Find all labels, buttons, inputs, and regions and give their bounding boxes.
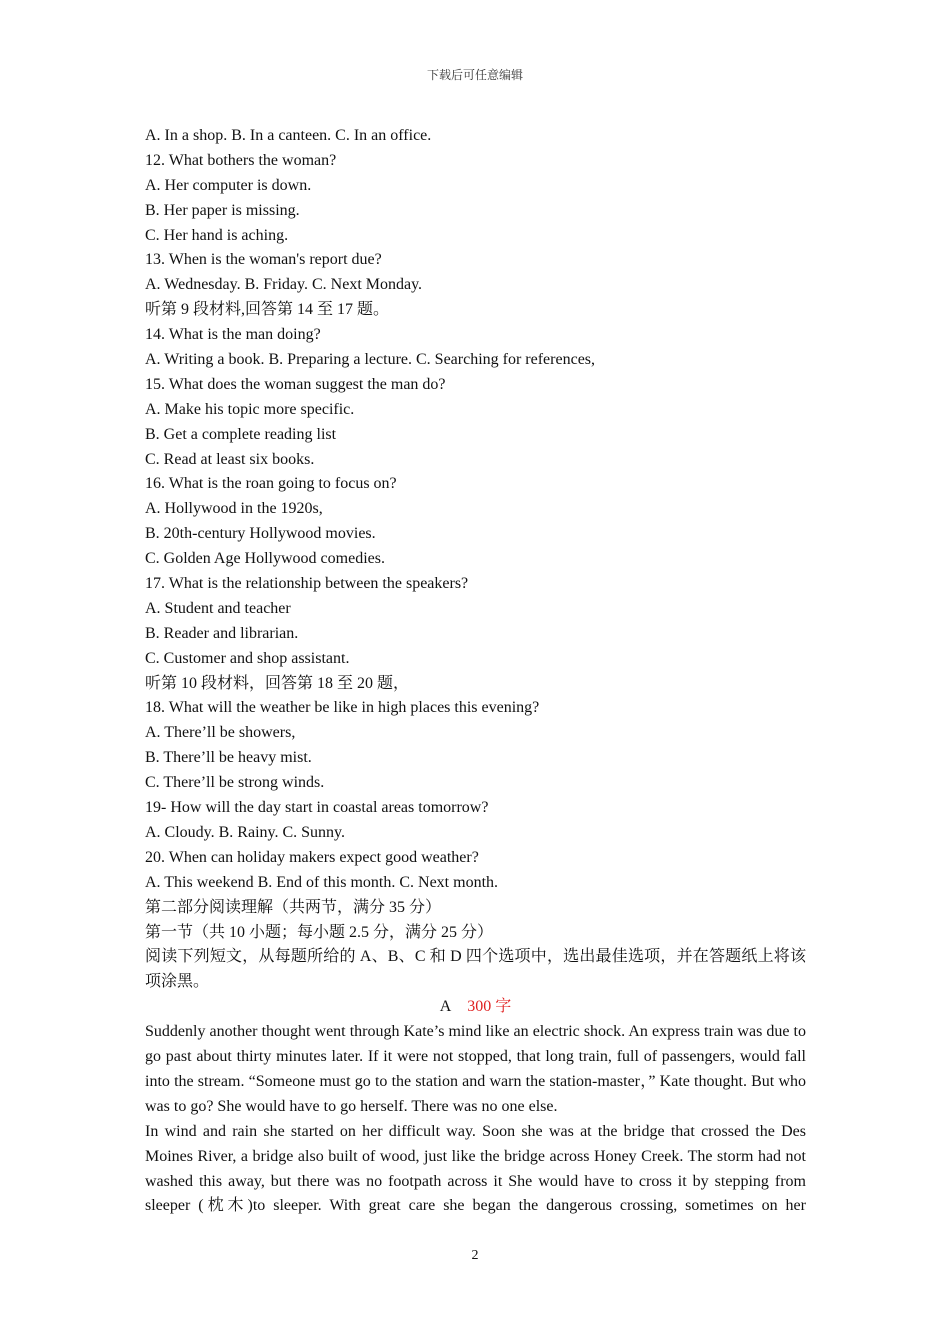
- page-number: 2: [471, 1248, 479, 1263]
- option-line: C. Golden Age Hollywood comedies.: [145, 550, 385, 568]
- word-count: 300 字: [467, 998, 512, 1016]
- option-line: C. Customer and shop assistant.: [145, 649, 350, 667]
- option-line: A. This weekend B. End of this month. C. Next month.: [145, 873, 499, 891]
- passage-paragraph-1: Suddenly another thought went through Kate’s mind like an electric shock. An express train was due to go past about thirty minutes later. If it were not stopped, that long train, full of passengers, would fall into the stream. “Someone must go to the station and warn the station-master，” Kate thought. But who was to go? She would have to go herself. There was no one else.: [145, 1023, 806, 1115]
- option-line: A. Make his topic more specific.: [145, 400, 355, 418]
- passage-label: A: [439, 998, 452, 1016]
- section-instruction: 听第 10 段材料，回答第 18 至 20 题，: [145, 674, 410, 692]
- option-line: B. Get a complete reading list: [145, 425, 337, 443]
- section-instruction: 听第 9 段材料,回答第 14 至 17 题。: [145, 301, 390, 319]
- text-line: A. In a shop. B. In a canteen. C. In an office.: [145, 127, 432, 144]
- option-line: A. Writing a book. B. Preparing a lecture. C. Searching for references,: [145, 351, 596, 369]
- question-18: 18. What will the weather be like in high places this evening?: [145, 699, 540, 717]
- option-line: A. Hollywood in the 1920s,: [145, 500, 323, 518]
- option-line: B. Reader and librarian.: [145, 624, 299, 642]
- question-16: 16. What is the roan going to focus on?: [145, 475, 397, 493]
- page-header: 下载后可任意编辑: [426, 68, 523, 82]
- option-line: B. There’ll be heavy mist.: [145, 749, 312, 767]
- option-line: A. There’ll be showers,: [145, 724, 296, 742]
- question-12: 12. What bothers the woman?: [145, 151, 337, 169]
- question-17: 17. What is the relationship between the speakers?: [145, 575, 469, 593]
- question-19: 19- How will the day start in coastal areas tomorrow?: [145, 799, 489, 817]
- option-line: A. Cloudy. B. Rainy. C. Sunny.: [145, 823, 346, 841]
- passage-paragraph-2: In wind and rain she started on her difficult way. Soon she was at the bridge that crossed the Des Moines River, a bridge also built of wood, just like the bridge across Honey Creek. The storm had not washed this away, but there was no footpath across it She would have to cross it by stepping from sleeper (枕木)to sleeper. With great care she began the dangerous crossing, sometimes on her: [145, 1122, 806, 1215]
- passage-title: [145, 995, 806, 1020]
- option-line: B. Her paper is missing.: [145, 201, 300, 219]
- part-heading: 第二部分阅读理解（共两节，满分 35 分）: [145, 898, 442, 916]
- reading-instruction: 阅读下列短文，从每题所给的 A、B、C 和 D 四个选项中，选出最佳选项，并在答题纸上将该项涂黑。: [145, 948, 806, 991]
- option-line: C. Her hand is aching.: [145, 226, 289, 244]
- option-line: B. 20th-century Hollywood movies.: [145, 525, 376, 543]
- page-content: [145, 124, 806, 1219]
- option-line: A. Her computer is down.: [145, 176, 312, 194]
- question-14: 14. What is the man doing?: [145, 326, 321, 344]
- option-line: A. Student and teacher: [145, 599, 291, 617]
- option-line: C. There’ll be strong winds.: [145, 774, 325, 792]
- section-heading: 第一节（共 10 小题；每小题 2.5 分，满分 25 分）: [145, 923, 494, 941]
- question-13: 13. When is the woman's report due?: [145, 251, 382, 269]
- question-20: 20. When can holiday makers expect good weather?: [145, 848, 479, 866]
- question-15: 15. What does the woman suggest the man do?: [145, 375, 446, 393]
- option-line: A. Wednesday. B. Friday. C. Next Monday.: [145, 276, 423, 294]
- option-line: C. Read at least six books.: [145, 450, 315, 468]
